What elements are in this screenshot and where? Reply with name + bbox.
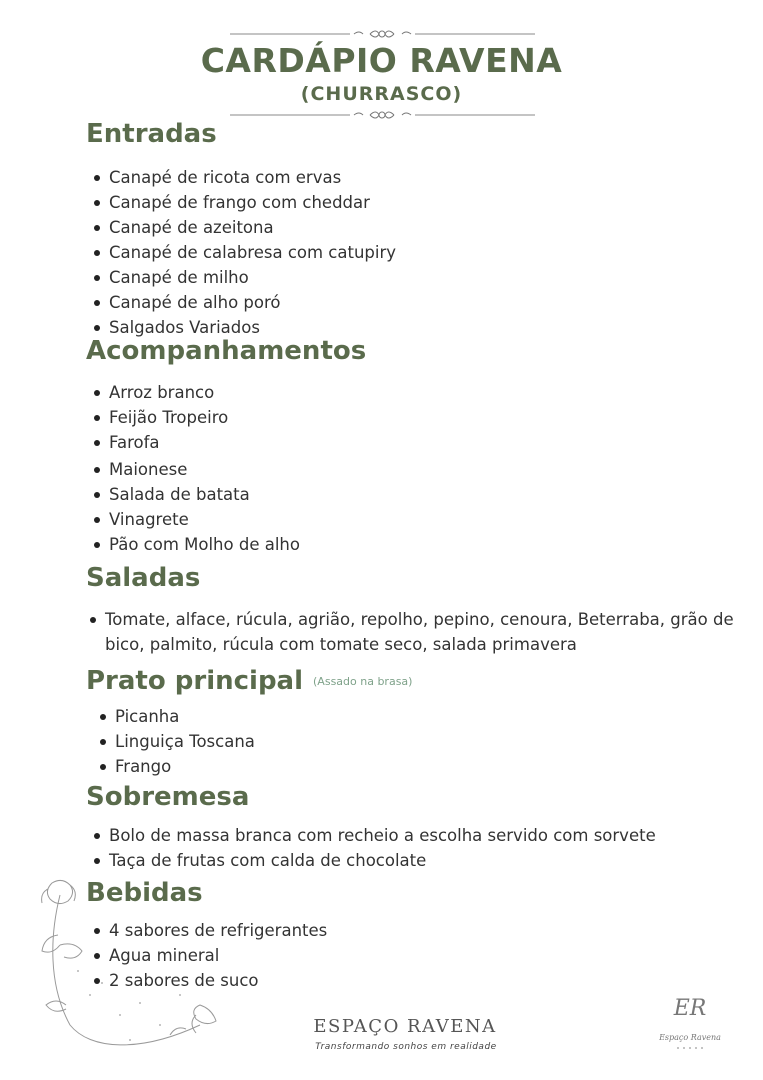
section-heading-acompanhamentos: Acompanhamentos bbox=[86, 336, 367, 366]
list-item: Canapé de calabresa com catupiry bbox=[90, 240, 396, 265]
list-item: Tomate, alface, rúcula, agrião, repolho, pepino, cenoura, Beterraba, grão de bico, palmito, rúcula com tomate seco, salada primavera bbox=[86, 607, 763, 657]
section-heading-bebidas: Bebidas bbox=[86, 878, 203, 908]
list-item: Canapé de alho poró bbox=[90, 290, 396, 315]
list-item: Vinagrete bbox=[90, 507, 300, 532]
section-note: (Assado na brasa) bbox=[313, 675, 413, 688]
page-subtitle: (CHURRASCO) bbox=[300, 83, 463, 105]
list-item: Canapé de azeitona bbox=[90, 215, 396, 240]
list-item: Linguiça Toscana bbox=[96, 729, 255, 754]
list-prato-principal bbox=[96, 704, 255, 779]
list-saladas bbox=[86, 607, 763, 657]
footer-tagline: Transformando sonhos em realidade bbox=[315, 1042, 497, 1052]
list-item: Feijão Tropeiro bbox=[90, 405, 300, 430]
list-item: Maionese bbox=[90, 457, 300, 482]
list-item: Salgados Variados bbox=[90, 315, 396, 340]
monogram-letters: ER bbox=[673, 996, 707, 1021]
flourish-divider-bottom-icon bbox=[230, 108, 535, 122]
list-item: Taça de frutas com calda de chocolate bbox=[90, 848, 656, 873]
list-item: Agua mineral bbox=[90, 943, 327, 968]
list-sobremesa bbox=[90, 823, 656, 873]
flourish-divider-top-icon bbox=[230, 27, 535, 41]
list-item: Farofa bbox=[90, 430, 300, 455]
list-item: Picanha bbox=[96, 704, 255, 729]
list-item: Canapé de frango com cheddar bbox=[90, 190, 396, 215]
list-item: Canapé de milho bbox=[90, 265, 396, 290]
list-item: Frango bbox=[96, 754, 255, 779]
list-item: Canapé de ricota com ervas bbox=[90, 165, 396, 190]
section-heading-sobremesa: Sobremesa bbox=[86, 782, 250, 812]
list-item: Pão com Molho de alho bbox=[90, 532, 300, 557]
list-item: 2 sabores de suco bbox=[90, 968, 327, 993]
section-heading-prato-principal bbox=[86, 666, 412, 696]
list-acompanhamentos bbox=[90, 380, 300, 557]
list-entradas bbox=[90, 165, 396, 340]
section-heading-saladas: Saladas bbox=[86, 563, 201, 593]
page-title: CARDÁPIO RAVENA bbox=[200, 41, 563, 80]
monogram-script: Espaço Ravena bbox=[659, 1033, 721, 1042]
list-item: Arroz branco bbox=[90, 380, 300, 405]
er-monogram-icon bbox=[650, 985, 740, 1055]
list-item: Bolo de massa branca com recheio a escolha servido com sorvete bbox=[90, 823, 656, 848]
section-heading-prato-principal-label: Prato principal bbox=[86, 666, 304, 696]
list-item: 4 sabores de refrigerantes bbox=[90, 918, 327, 943]
footer-brand: ESPAÇO RAVENA bbox=[313, 1016, 497, 1037]
section-heading-entradas: Entradas bbox=[86, 119, 217, 149]
list-item: Salada de batata bbox=[90, 482, 300, 507]
